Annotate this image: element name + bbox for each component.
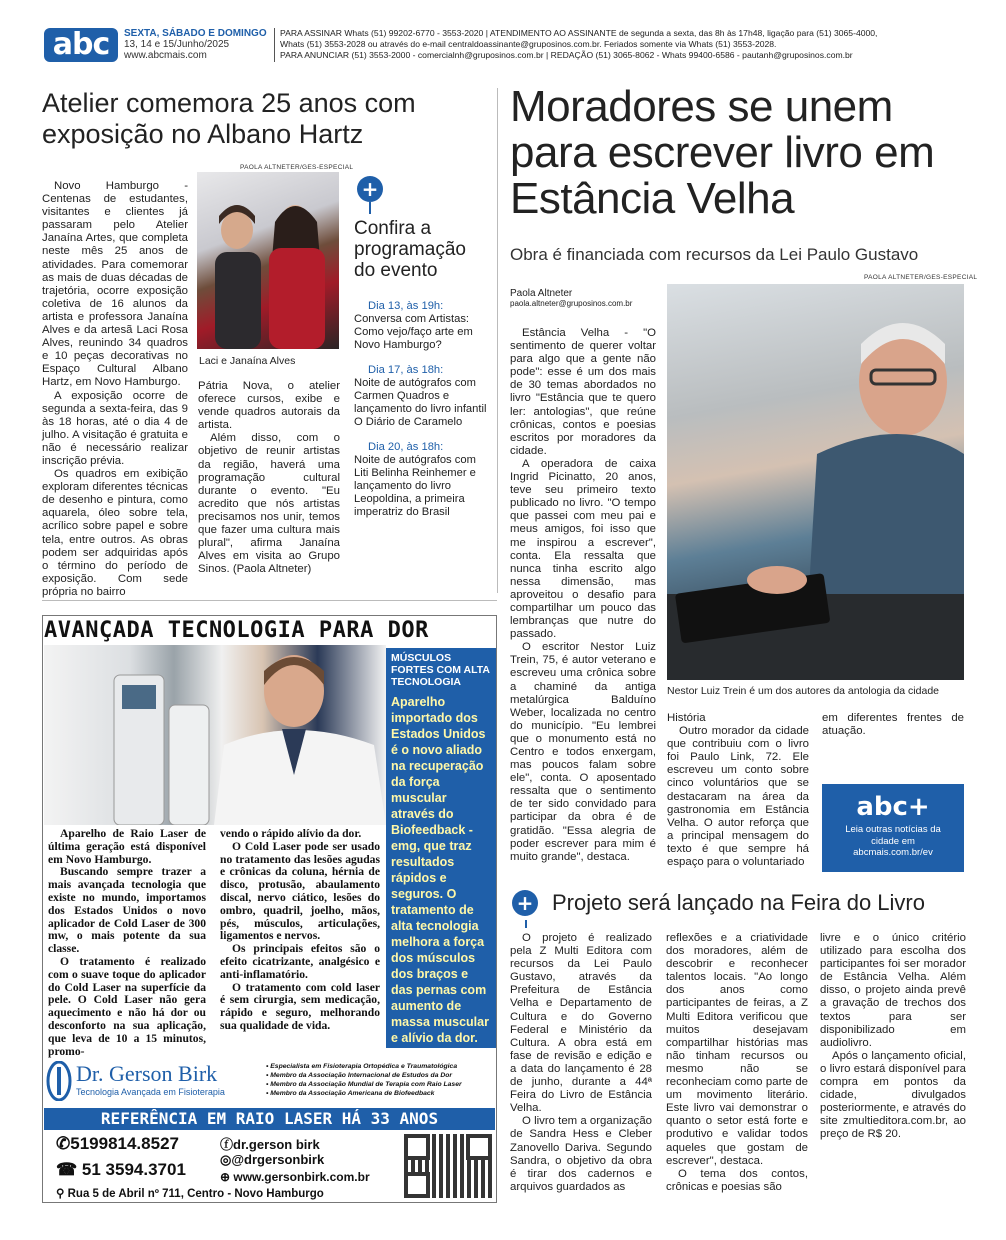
paragraph: Outro morador da cidade que contribuiu com o livro foi Paulo Link, 72. Ele escreveu um conto sobre cinco voluntários que se destacaram na área da gastronomia em Estância Velha. O autor reforça que a principal mensagem do texto é que sempre há espaço para o voluntariado (667, 725, 809, 869)
program-desc: Noite de autógrafos com Carmen Quadros e lançamento do livro infantil O Diário de Caramelo (354, 377, 487, 428)
paragraph: O tema dos contos, crônicas e poesias são (666, 1167, 808, 1193)
article2-col2 (667, 712, 809, 869)
article2-caption: Nestor Luiz Trein é um dos autores da antologia da cidade (667, 685, 940, 697)
edition-days: SEXTA, SÁBADO E DOMINGO (124, 28, 267, 39)
article2-headline: Moradores se unem para escrever livro em Estância Velha (510, 82, 935, 223)
abc-plus-text: Leia outras notícias da cidade em abcmais.com.br/ev (845, 824, 941, 858)
paragraph: Pátria Nova, o atelier oferece cursos, exibe e vende quadros autorais da artista. (198, 380, 340, 432)
ad-col1 (48, 828, 206, 1058)
people-photo-icon (197, 172, 339, 349)
program-item (354, 300, 488, 352)
paragraph: O Cold Laser pode ser usado no tratamento das lesões agudas e crônicas da coluna, hérnia de disco, protusão, abaulamento discal, nervo ciático, lesões do ombro, quadril, joelho, mãos, pés, músculos, articulações, ligamentos e nervos. (220, 839, 380, 943)
article1-col2 (198, 380, 340, 576)
whatsapp-number: 5199814.8527 (70, 1134, 179, 1153)
paragraph: A operadora de caixa Ingrid Picinatto, 20 anos, teve seu primeiro texto publicado no livro. "O tempo que passei com meu pai e meus amigos, foi isso que me inspirou a escrever", conta. Ela ressalta que nunca tinha escrito algo nessa dimensão, mas aproveitou o desafio para compartilhar um pouco das lembranças que nutre do passado. (510, 457, 656, 641)
edition-site[interactable]: www.abcmais.com (124, 50, 207, 61)
abc-logo[interactable]: abc (44, 28, 118, 62)
credential-item: • Membro da Associação Internacional de Estudos da Dor (266, 1072, 453, 1079)
credentials-list (266, 1062, 494, 1098)
program-date: Dia 17, às 18h: (368, 364, 444, 376)
whatsapp-icon: ✆ (56, 1134, 71, 1153)
article2-subhead: Obra é financiada com recursos da Lei Paulo Gustavo (510, 245, 919, 264)
header-divider (274, 28, 275, 62)
article2-photo (667, 284, 964, 680)
header-contact-info (280, 28, 980, 61)
facebook-contact[interactable] (220, 1134, 320, 1153)
program-date: Dia 20, às 18h: (368, 441, 444, 453)
plus-icon: + (512, 890, 538, 916)
contact-line-2: Whats (51) 3553-2028 ou através do e-mail centraldoassinante@gruposinos.com.br. Feriados somente via Whats (51) 3553-2028. (280, 39, 777, 49)
plus-connector (525, 920, 527, 928)
instagram-contact[interactable] (220, 1152, 324, 1168)
logo-name: Dr. Gerson Birk (76, 1061, 218, 1086)
gerson-birk-logo (46, 1061, 258, 1101)
paragraph: Os principais efeitos são o efeito cicatrizante, analgésico e anti-inflamatório. (220, 942, 380, 981)
program-item (354, 364, 488, 429)
instagram-handle: @drgersonbirk (231, 1152, 325, 1167)
author-email[interactable]: paola.altneter@gruposinos.com.br (510, 299, 633, 308)
paragraph: Estância Velha - "O sentimento de querer voltar para algo que a gente não pode": esse é um dos mais de 30 temas abordados no livro "Estância que te quero ler: antologias", que reúne crônicas, contos e poesias escritos por moradores da cidade. (510, 327, 656, 457)
ad-highlight-title: MÚSCULOS FORTES COM ALTA TECNOLOGIA (391, 652, 490, 688)
abc-plus-logo: abc+ (856, 792, 930, 822)
paragraph: Além disso, com o objetivo de reunir artistas da região, haverá uma programação cultural durante o evento. "Eu acredito que nós artistas precisamos nos unir, temos que fazer uma cultura mais plural", afirma Janaína Alves em visita ao Grupo Sinos. (Paola Altneter) (198, 432, 340, 576)
phone-number: 51 3594.3701 (81, 1160, 186, 1179)
program-item (354, 441, 488, 519)
address-text: Rua 5 de Abril nº 711, Centro - Novo Hamburgo (67, 1188, 324, 1200)
edition-dates: 13, 14 e 15/Junho/2025 (124, 39, 230, 50)
article2-col1 (510, 327, 656, 864)
ad-highlight-text: Aparelho importado dos Estados Unidos é o novo aliado na recuperação da força muscular através do Biofeedback -emg, que traz resultados rápidos e seguros. O tratamento de alta tecnologia melhora a força dos músculos dos braços e das pernas com aumento de massa muscular e alívio da dor. (391, 695, 489, 1045)
facebook-icon: ⓕ (220, 1137, 234, 1152)
article1-caption: Laci e Janaína Alves (199, 355, 296, 367)
ad-col2 (220, 828, 380, 1033)
doctor-with-laser-device-icon (44, 645, 386, 825)
article1-headline: Atelier comemora 25 anos com exposição no Albano Hartz (42, 88, 416, 149)
paragraph: Novo Hamburgo - Centenas de estudantes, visitantes e clientes já passaram pelo Atelier Janaína Artes, que completa neste mês 25 anos de atividades. Para comemorar as mais de duas décadas de trajetória, ocorre exposição coletiva de 16 alunos da artista e professora Janaína Alves e da artesã Laci Rosa Alves, reunindo 34 quadros e 10 peças decorativas no Espaço Cultural Albano Hartz, em Novo Hamburgo. (42, 180, 188, 389)
credential-item: • Membro da Associação Mundial de Terapia com Raio Laser (266, 1081, 462, 1088)
article2-col3: em diferentes frentes de atuação. (822, 712, 964, 738)
ad-reference-banner: REFERÊNCIA EM RAIO LASER HÁ 33 ANOS (44, 1108, 495, 1130)
contact-line-3: PARA ANUNCIAR (51) 3553-2000 - comercialnh@gruposinos.com.br | REDAÇÃO (51) 3065-8062 - Whats 99400-6586 - pautanh@gruposinos.com.br (280, 50, 853, 60)
qr-corner (404, 1172, 430, 1198)
paragraph: O livro tem a organização de Sandra Hess e Cleber Zanovello Dariva. Segundo Sandra, o objetivo da obra é tirar dos cadernos e arquivos guardados as (510, 1115, 652, 1193)
program-title: Confira a programação do evento (354, 218, 466, 281)
ad-title: AVANÇADA TECNOLOGIA PARA DOR (44, 618, 429, 643)
paragraph: O projeto é realizado pela Z Multi Editora com recursos da Lei Paulo Gustavo, através da Prefeitura de Estância Velha e Departamento de Cultura e do Governo Federal e Ministério da Cultura. A obra está em fase de revisão e edição e a data do lançamento é 28 de junho, durante a 44ª Feira do Livro de Estância Velha. (510, 932, 652, 1115)
plus-icon: + (357, 176, 383, 202)
project-heading: Projeto será lançado na Feira do Livro (552, 890, 925, 915)
author-name: Paola Altneter (510, 288, 573, 299)
ad-photo (44, 645, 386, 825)
globe-icon: ⊕ (220, 1170, 234, 1184)
paragraph: Após o lançamento oficial, o livro estará disponível para compra em pontos da cidade, divulgados posteriormente, e através do site zmultieditora.com.br, ao preço de R$ 20. (820, 1049, 966, 1141)
credential-item: • Especialista em Fisioterapia Ortopédica e Traumatológica (266, 1063, 458, 1070)
instagram-icon: ◎ (220, 1152, 232, 1167)
article2-photo-credit: PAOLA ALTNETER/GES-ESPECIAL (864, 274, 978, 281)
qr-corner (404, 1134, 430, 1160)
website-contact[interactable] (220, 1170, 370, 1184)
program-desc: Conversa com Artistas: Como vejo/faço arte em Novo Hamburgo? (354, 313, 473, 351)
project-col2 (666, 932, 808, 1194)
website-url: www.gersonbirk.com.br (233, 1170, 370, 1184)
man-at-computer-photo-icon (667, 284, 964, 680)
article1-photo (197, 172, 339, 349)
subheading-historia: História (667, 712, 706, 724)
address (56, 1186, 324, 1200)
column-divider (497, 88, 498, 593)
program-list (354, 300, 488, 531)
paragraph: A exposição ocorre de segunda a sexta-feira, das 9 às 18 horas, até o dia 4 de julho. A visitação é gratuita e não é necessário realizar inscrição prévia. (42, 389, 188, 467)
program-desc: Noite de autógrafos com Liti Belinha Reinhemer e lançamento do livro Leopoldina, a primeira imperatriz do Brasil (354, 454, 476, 518)
abc-plus-promo[interactable] (822, 784, 964, 872)
location-pin-icon: ⚲ (56, 1188, 68, 1200)
section-divider (42, 600, 497, 601)
paragraph: reflexões e a criatividade dos moradores, além de descobrir e reconhecer talentos locais. "Ao longo dos anos como participantes de feiras, a Z Multi Editora verificou que muitos desejavam compartilhar histórias mas não tinham recursos ou mesmo não se reconheciam como parte de um movimento literário. Este livro vai demonstrar o quanto o setor está forte e produtivo e validar todos aqueles que gostam de escrever", destaca. (666, 932, 808, 1167)
paragraph: O tratamento com cold laser é sem cirurgia, sem medicação, rápido e seguro, melhorando sua qualidade de vida. (220, 980, 380, 1032)
spine-logo-icon (46, 1061, 72, 1101)
qr-code[interactable] (404, 1134, 492, 1198)
paragraph: Os quadros em exibição exploram diferentes técnicas de desenho e pintura, como aquarela, óleo sobre tela, acrílico sobre papel e sobre tela, entre outros. As obras podem ser adquiridas após o término do período de exposição. Com sede própria no bairro (42, 468, 188, 598)
phone-contact[interactable] (56, 1160, 186, 1180)
project-col3 (820, 932, 966, 1142)
program-date: Dia 13, às 19h: (368, 300, 444, 312)
qr-corner (466, 1134, 492, 1160)
paragraph: Aparelho de Raio Laser de última geração está disponível em Novo Hamburgo. (48, 827, 206, 866)
paragraph: O tratamento é realizado com o suave toque do aplicador do Cold Laser na superfície da pele. O Cold Laser não gera aquecimento e não há dor ou desconforto na sua aplicação, que leva de 10 a 15 minutos, promo- (48, 954, 206, 1058)
article1-photo-credit: PAOLA ALTNETER/GES-ESPECIAL (240, 164, 354, 171)
article2-author (510, 288, 632, 308)
paragraph: livre e o único critério utilizado para escolha dos participantes foi ser morador de Estância Velha. Além disso, o projeto ainda prevê a gravação de trechos dos textos para ser disponibilizado em audiolivro. (820, 932, 966, 1049)
paragraph: O escritor Nestor Luiz Trein, 75, é autor veterano e escreveu uma crônica sobre a chaminé da antiga metalúrgica Balduíno Weber, localizada no centro do município. "Eu lembrei que o monumento está no Centro e todos enxergam, mas poucos falam sobre ele", conta. O aposentado ressalta que o sentimento de ter sido convidado para participar da obra é de gratidão. "Essa alegria de poder escrever para mim é muito grande", destaca. (510, 641, 656, 863)
paragraph: Buscando sempre trazer a mais avançada tecnologia que existe no mundo, importamos dos Estados Unidos o novo aplicador de Cold Laser de 300 mw, o mais potente da sua classe. (48, 865, 206, 956)
paragraph: vendo o rápido alívio da dor. (220, 827, 362, 840)
logo-subtitle: Tecnologia Avançada em Fisioterapia (76, 1087, 225, 1097)
phone-icon: ☎ (56, 1160, 82, 1179)
plus-connector (369, 202, 371, 214)
project-col1 (510, 932, 652, 1194)
facebook-handle: dr.gerson birk (233, 1137, 320, 1152)
edition-date (124, 28, 267, 61)
article1-col1 (42, 180, 188, 599)
ad-highlight-box (386, 648, 496, 1048)
whatsapp-contact[interactable] (56, 1134, 179, 1154)
credential-item: • Membro da Associação Americana de Biofeedback (266, 1090, 435, 1097)
contact-line-1: PARA ASSINAR Whats (51) 99202-6770 - 3553-2020 | ATENDIMENTO AO ASSINANTE de segunda a sexta, das 8h às 17h48, ligação para (51) 3065-4000, (280, 28, 878, 38)
